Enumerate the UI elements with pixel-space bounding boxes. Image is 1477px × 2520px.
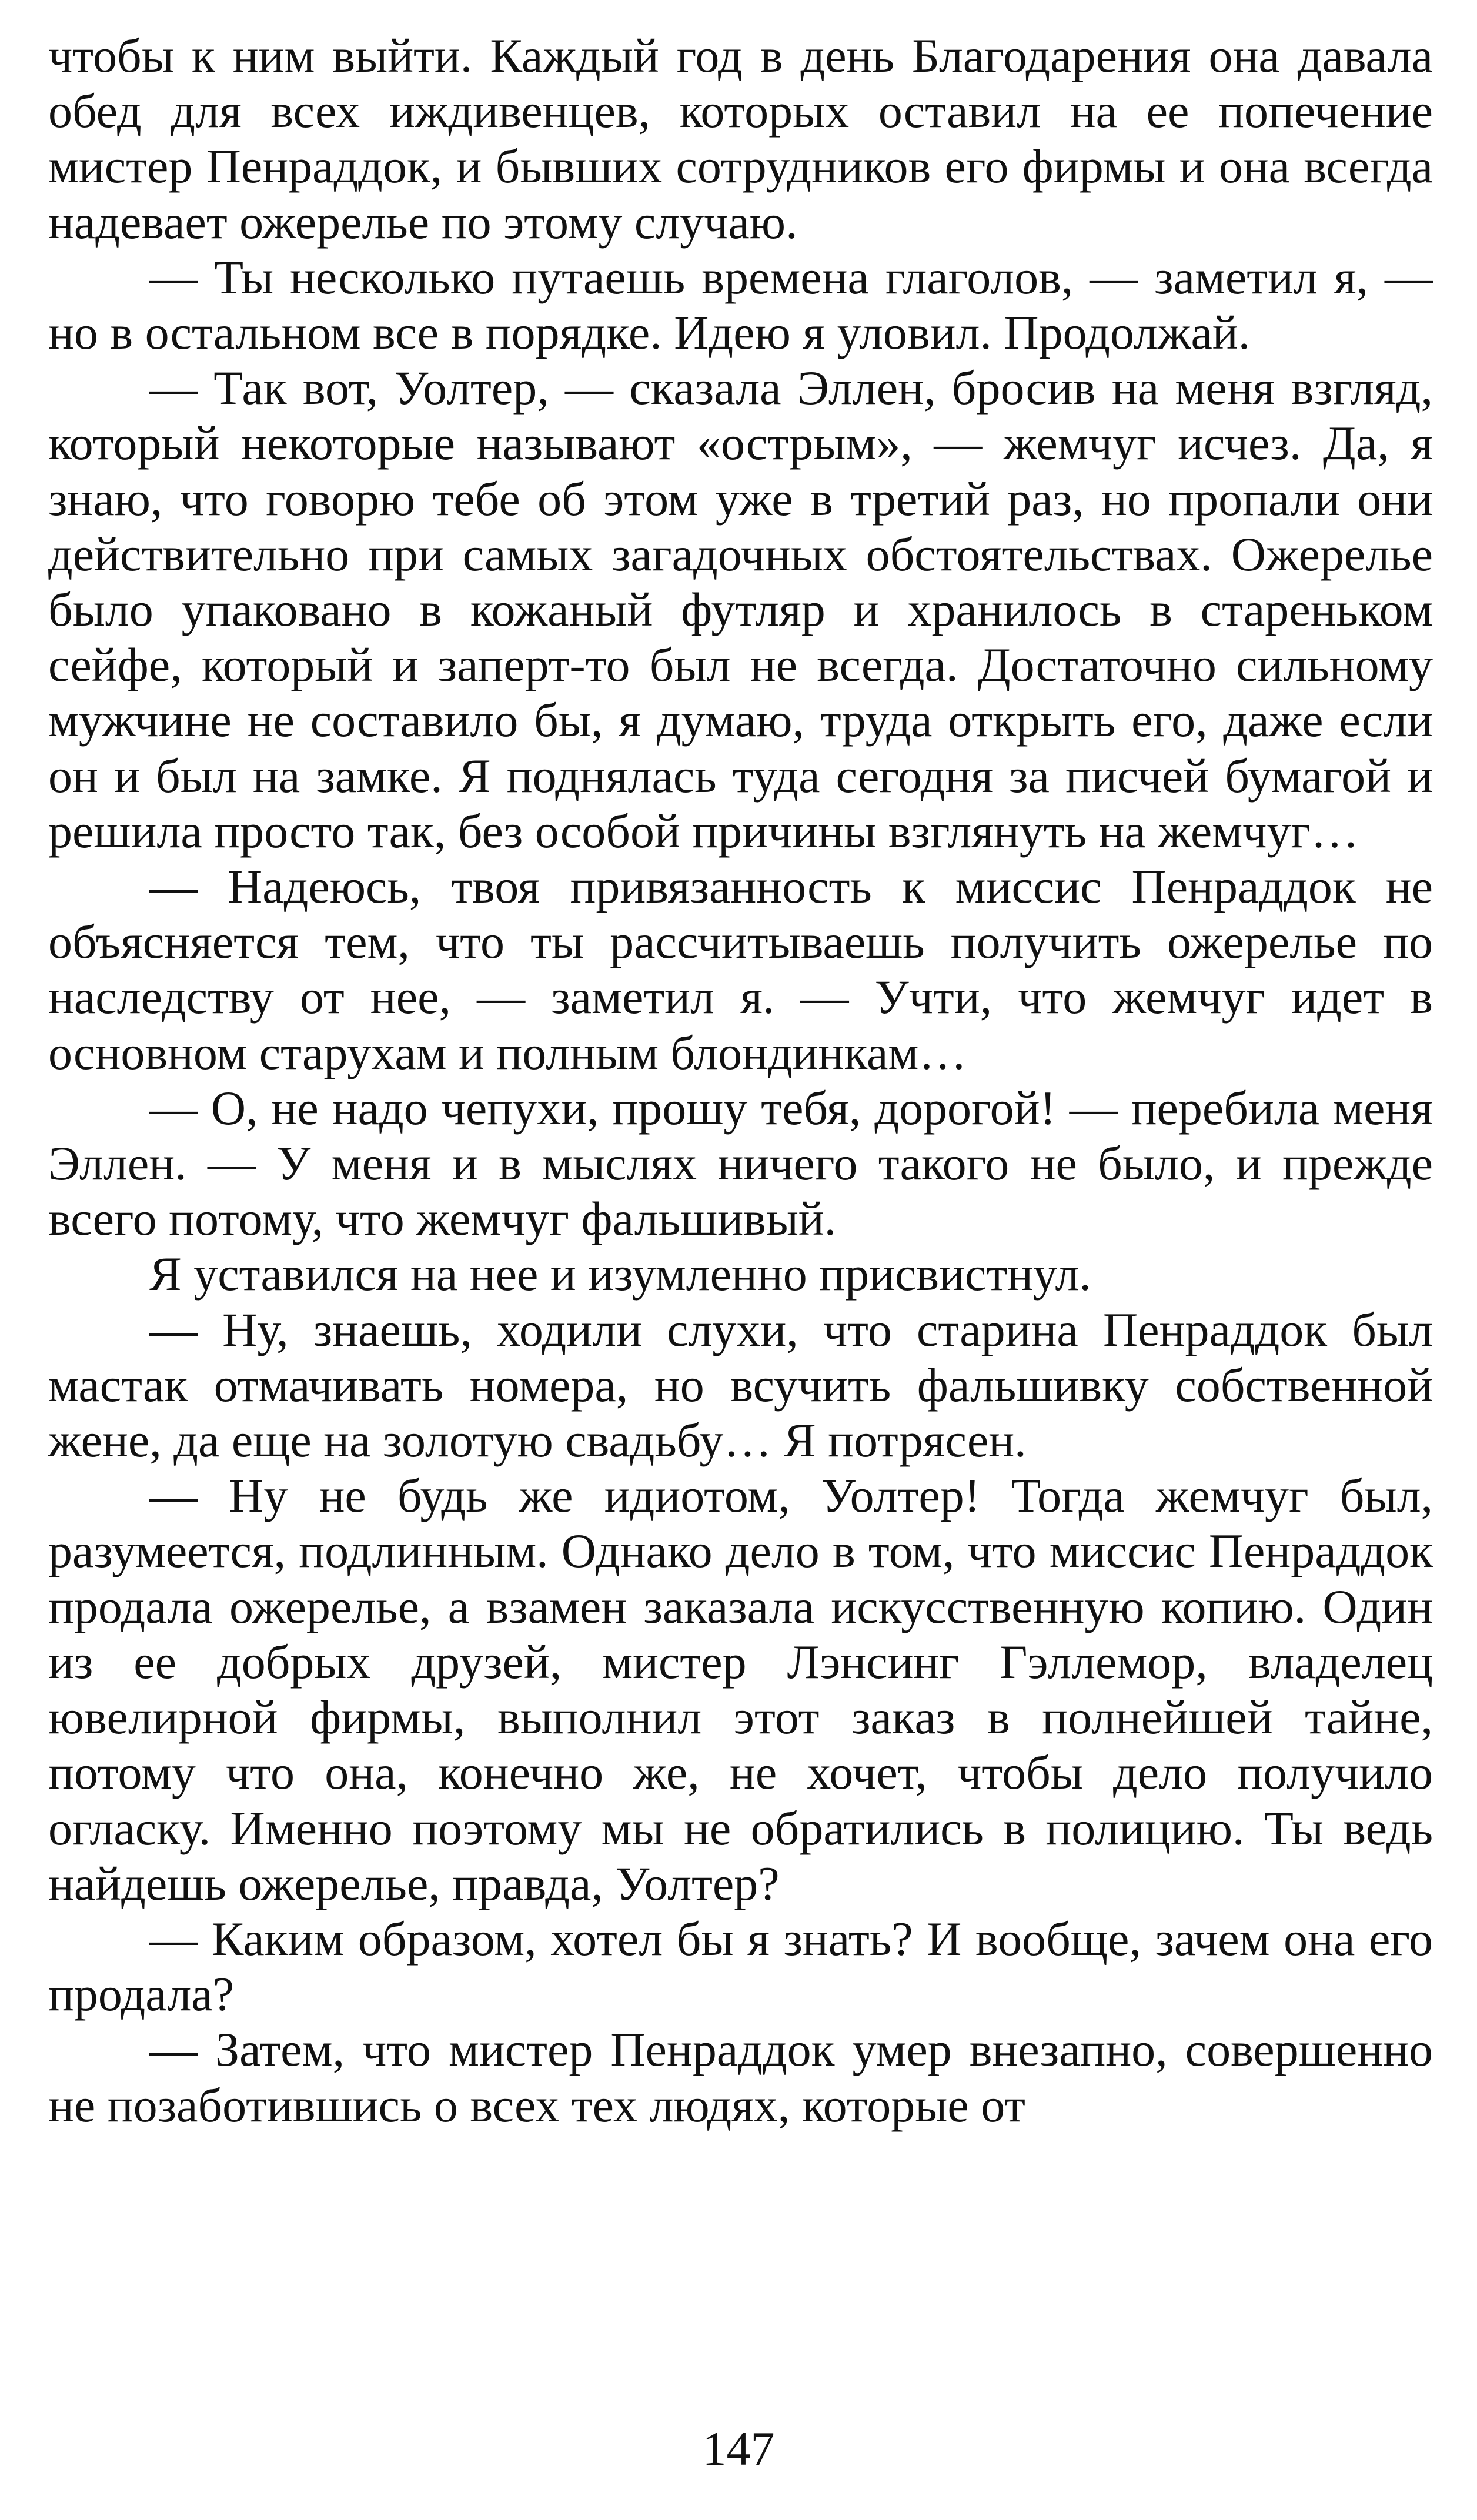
paragraph-8: — Ну не будь же идиотом, Уолтер! Тогда жемчуг был, разумеется, подлинным. Однако дело в том, что миссис Пенраддок продала ожерелье, а взамен заказала искусственную копию. Один из ее добрых друзей, мистер Лэнсинг Гэллемор, владелец ювелирной фирмы, выполнил этот заказ в полнейшей тайне, потому что она, конечно же, не хочет, чтобы дело получило огласку. Именно поэтому мы не обратились в полицию. Ты ведь найдешь ожерелье, правда, Уолтер?	[48, 1469, 1433, 1910]
paragraph-3: — Так вот, Уолтер, — сказала Эллен, бросив на меня взгляд, который некоторые называют «острым», — жемчуг исчез. Да, я знаю, что говорю тебе об этом уже в третий раз, но пропали они действительно при самых загадочных обстоятельствах. Ожерелье было упаковано в кожаный футляр и хранилось в стареньком сейфе, который и заперт-то был не всегда. Достаточно сильному мужчине не составило бы, я думаю, труда открыть его, даже если он и был на замке. Я поднялась туда сегодня за писчей бумагой и решила просто так, без особой причины взглянуть на жемчуг…	[48, 361, 1433, 858]
paragraph-4: — Надеюсь, твоя привязанность к миссис Пенраддок не объясняется тем, что ты рассчитываешь получить ожерелье по наследству от нее, — заметил я. — Учти, что жемчуг идет в основном старухам и полным блондинкам…	[48, 860, 1433, 1079]
page-body-text	[48, 28, 1433, 2133]
paragraph-10: — Затем, что мистер Пенраддок умер внезапно, совершенно не позаботившись о всех тех людях, которые от	[48, 2023, 1433, 2132]
page-number: 147	[702, 2422, 775, 2475]
paragraph-5: — О, не надо чепухи, прошу тебя, дорогой! — перебила меня Эллен. — У меня и в мыслях ничего такого не было, и прежде всего потому, что жемчуг фальшивый.	[48, 1081, 1433, 1246]
paragraph-6: Я уставился на нее и изумленно присвистнул.	[149, 1247, 1091, 1301]
paragraph-9: — Каким образом, хотел бы я знать? И вообще, зачем она его продала?	[48, 1911, 1433, 2021]
paragraph-2: — Ты несколько путаешь времена глаголов, — заметил я, — но в остальном все в порядке. Идею я уловил. Продолжай.	[48, 250, 1433, 360]
paragraph-7: — Ну, знаешь, ходили слухи, что старина Пенраддок был мастак отмачивать номера, но всучить фальшивку собственной жене, да еще на золотую свадьбу… Я потрясен.	[48, 1302, 1433, 1468]
paragraph-1: чтобы к ним выйти. Каждый год в день Благодарения она давала обед для всех иждивенцев, которых оставил на ее попечение мистер Пенраддок, и бывших сотрудников его фирмы и она всегда надевает ожерелье по этому случаю.	[48, 29, 1433, 249]
